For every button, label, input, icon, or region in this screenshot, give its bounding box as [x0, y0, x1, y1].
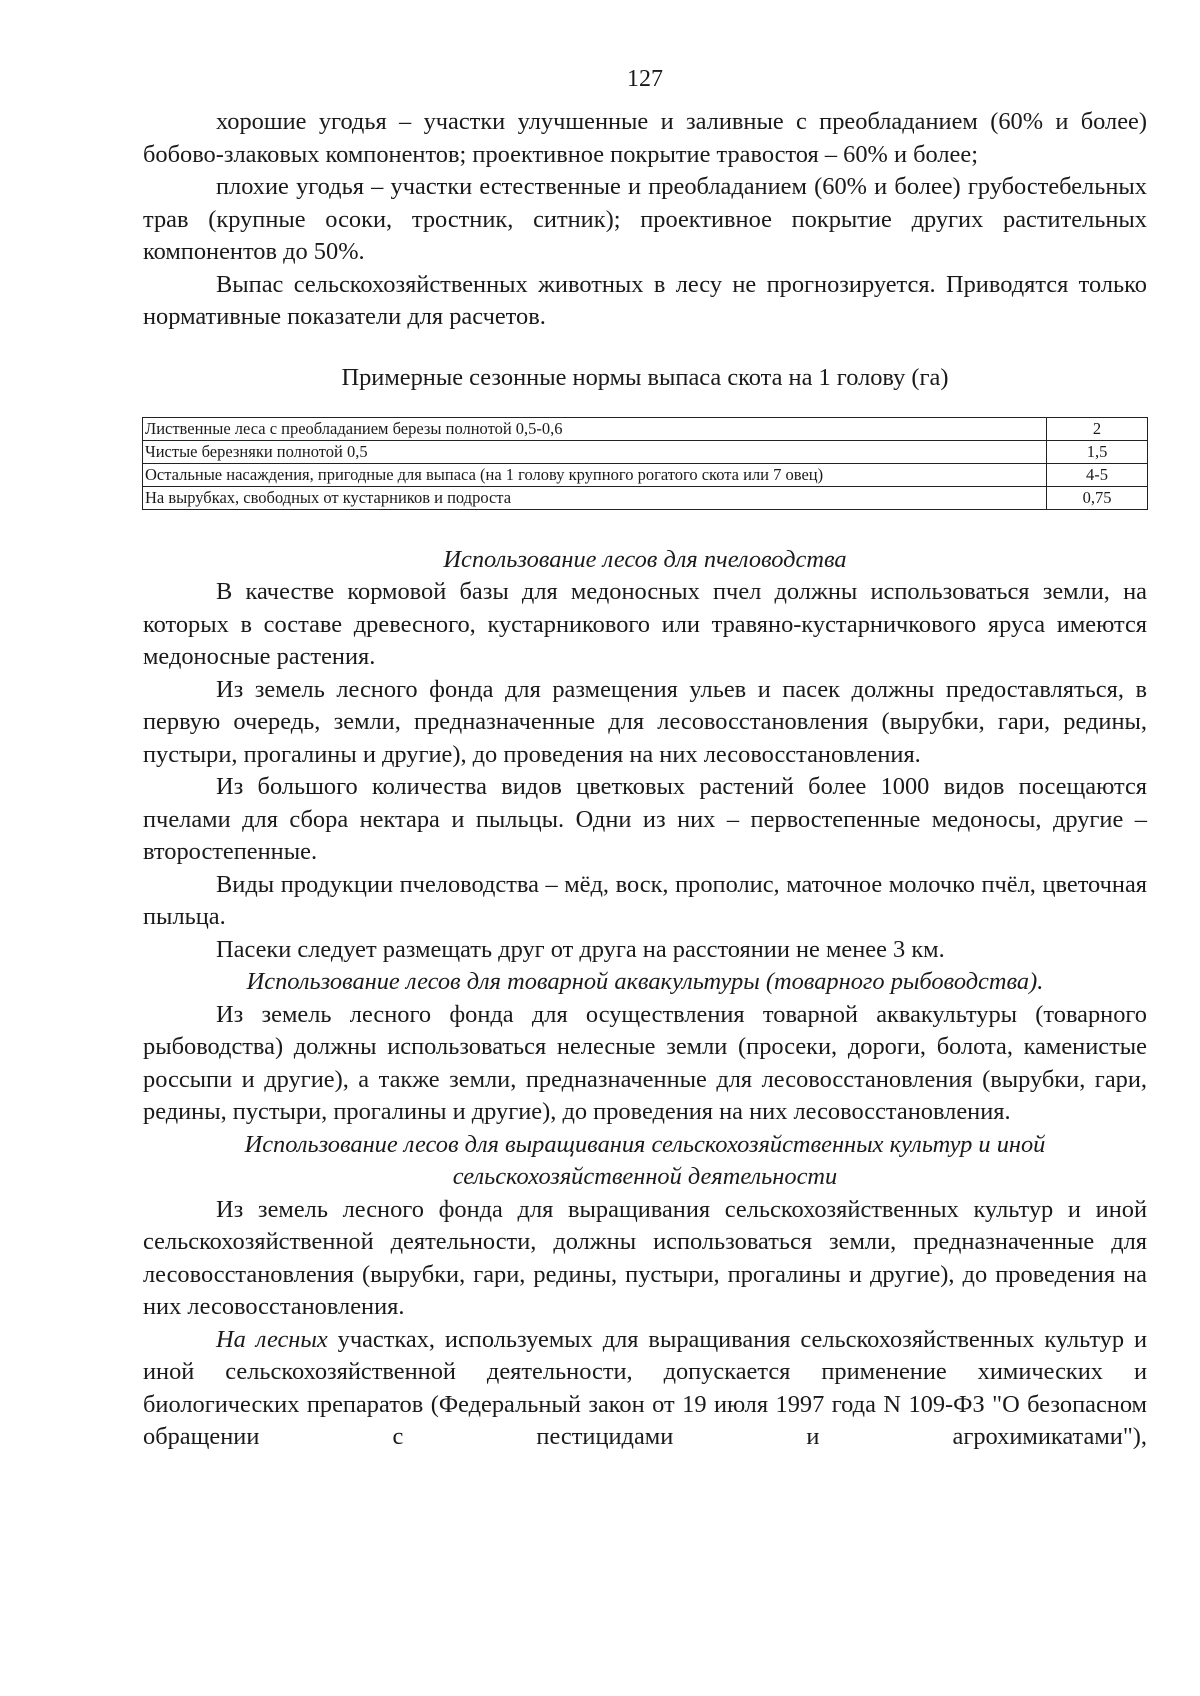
grazing-norms-table: [142, 417, 1148, 510]
section-heading-beekeeping: Использование лесов для пчеловодства: [443, 545, 847, 573]
table-cell-label: На вырубках, свободных от кустарников и подроста: [143, 486, 1047, 509]
italic-lead: На лесных: [216, 1325, 328, 1353]
paragraph-bees-2: Из земель лесного фонда для размещения ульев и пасек должны предоставляться, в первую очередь, земли, предназначенные для лесовосстановления (вырубки, гари, редины, пустыри, прогалины и другие), до проведения на них лесовосстановления.: [143, 675, 1147, 768]
paragraph-bees-1: В качестве кормовой базы для медоносных пчел должны использоваться земли, на которых в составе древесного, кустарникового или травяно-кустарничкового яруса имеются медоносные растения.: [143, 578, 1147, 670]
paragraph-agri-2: [143, 1324, 1147, 1454]
section-heading-agriculture-line1: Использование лесов для выращивания сельскохозяйственных культур и иной: [244, 1130, 1046, 1158]
paragraph-bees-4: Виды продукции пчеловодства – мёд, воск, прополис, маточное молочко пчёл, цветочная пыльца.: [143, 870, 1147, 930]
document-page: [143, 64, 1147, 1454]
paragraph-agri-1: Из земель лесного фонда для выращивания сельскохозяйственных культур и иной сельскохозяйственной деятельности, должны использоваться земли, предназначенные для лесовосстановления (вырубки, гари, редины, пустыри, прогалины и другие), до проведения на них лесовосстановления.: [143, 1195, 1147, 1320]
section-heading-agriculture-line2: сельскохозяйственной деятельности: [452, 1163, 838, 1190]
table-caption: Примерные сезонные нормы выпаса скота на 1 голову (га): [341, 363, 949, 391]
section-heading-aquaculture: Использование лесов для товарной аквакультуры (товарного рыбоводства).: [246, 968, 1044, 995]
table-cell-value: 0,75: [1047, 486, 1148, 509]
paragraph-bad-lands: плохие угодья – участки естественные и преобладанием (60% и более) грубостебельных трав (крупные осоки, тростник, ситник); проективное покрытие других растительных компонентов до 50%.: [143, 173, 1147, 265]
table-cell-label: Остальные насаждения, пригодные для выпаса (на 1 голову крупного рогатого скота или 7 овец): [143, 463, 1047, 486]
table-cell-value: 1,5: [1047, 440, 1148, 463]
table-row: [143, 417, 1148, 440]
table-cell-label: Чистые березняки полнотой 0,5: [143, 440, 1047, 463]
table-row: [143, 463, 1148, 486]
paragraph-bees-5: Пасеки следует размещать друг от друга на расстоянии не менее 3 км.: [216, 935, 945, 963]
paragraph-aqua-1: Из земель лесного фонда для осуществления товарной аквакультуры (товарного рыбоводства) должны использоваться нелесные земли (просеки, дороги, болота, каменистые россыпи и другие), а также земли, предназначенные для лесовосстановления (вырубки, гари, редины, пустыри, прогалины и другие), до проведения на них лесовосстановления.: [143, 1000, 1147, 1125]
table-cell-label: Лиственные леса с преобладанием березы полнотой 0,5-0,6: [143, 417, 1047, 440]
table-cell-value: 4-5: [1047, 463, 1148, 486]
table-row: [143, 440, 1148, 463]
paragraph-agri-2-text: участках, используемых для выращивания сельскохозяйственных культур и иной сельскохозяйственной деятельности, допускается применение химических и биологических препаратов (Федеральный закон от 19 июля 1997 года N 109-ФЗ "О безопасном обращении с пестицидами и агрохимикатами"),: [143, 1325, 1147, 1450]
paragraph-good-lands: хорошие угодья – участки улучшенные и заливные с преобладанием (60% и более) бобово-злаковых компонентов; проективное покрытие травостоя – 60% и более;: [143, 108, 1147, 168]
table-row: [143, 486, 1148, 509]
paragraph-grazing: Выпас сельскохозяйственных животных в лесу не прогнозируется. Приводятся только нормативные показатели для расчетов.: [143, 270, 1147, 330]
table-cell-value: 2: [1047, 417, 1148, 440]
paragraph-bees-3: Из большого количества видов цветковых растений более 1000 видов посещаются пчелами для сбора нектара и пыльцы. Одни из них – первостепенные медоносы, другие – второстепенные.: [143, 773, 1147, 865]
page-number: 127: [627, 66, 663, 92]
